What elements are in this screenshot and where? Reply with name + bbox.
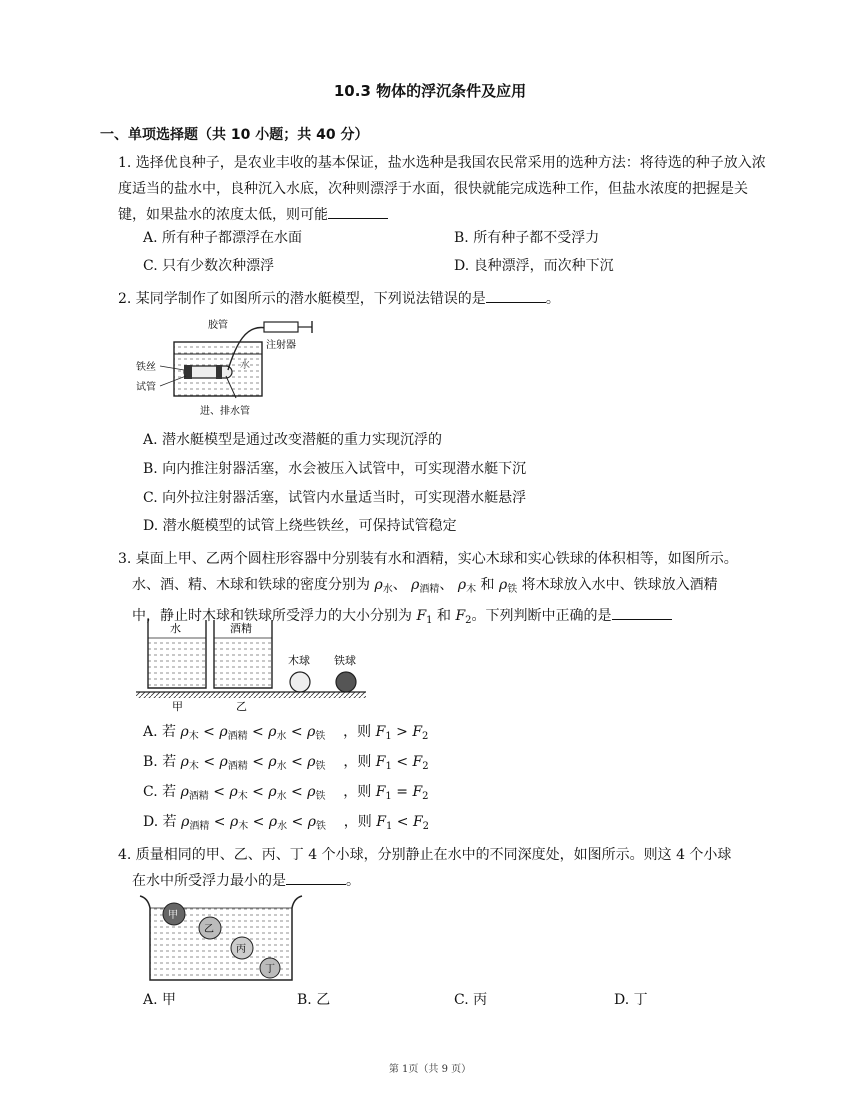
q3-line-2: 水、酒、精、木球和铁球的密度分别为 $\rho_水$、 $\rho_{酒精}$、 $\rho_木$ 和 $\rho_铁$ 将木球放入水中、铁球放入酒精 [132,577,718,595]
label-wood-ball: 木球 [288,654,310,667]
q1-option-c: C. 只有少数次种漂浮 [143,258,275,274]
q4-option-a: A. 甲 [143,992,177,1008]
label-jia: 甲 [168,910,178,921]
q2-option-a: A. 潜水艇模型是通过改变潜艇的重力实现沉浮的 [143,432,443,448]
question-2-text: 2. 某同学制作了如图所示的潜水艇模型，下列说法错误的是 [118,291,486,307]
containers-figure [136,616,366,712]
label-alcohol: 酒精 [230,622,252,635]
balls-in-water-figure [136,894,306,986]
q2-option-b: B. 向内推注射器活塞，水会被压入试管中，可实现潜水艇下沉 [143,461,527,477]
q3-option-a: A. 若 $\rho_木 < \rho_{酒精} < \rho_水 < \rho_铁$ ，则 $F_1 > F_2$ [143,724,429,742]
q3-option-d: D. 若 $\rho_{酒精} < \rho_木 < \rho_水 < \rho_铁$ ，则 $F_1 < F_2$ [143,814,430,832]
section-heading: 一、单项选择题（共 10 小题；共 40 分） [100,127,369,143]
answer-blank [486,290,546,303]
label-yi: 乙 [236,700,247,712]
q1-option-d: D. 良种漂浮，而次种下沉 [454,258,614,274]
page-title: 10.3 物体的浮沉条件及应用 [333,82,527,100]
page-footer: 第 1页（共 9 页） [388,1064,472,1075]
q4-option-c: C. 丙 [454,992,488,1008]
label-bing: 丙 [236,944,246,955]
label-hose: 胶管 [208,320,228,331]
submarine-model-figure [136,314,316,422]
answer-blank [286,872,346,885]
q2-option-c: C. 向外拉注射器活塞，试管内水量适当时，可实现潜水艇悬浮 [143,490,527,506]
q3-line-1: 3. 桌面上甲、乙两个圆柱形容器中分别装有水和酒精，实心木球和实心铁球的体积相等，如图所示。 [118,551,738,567]
q3-line-3: 中，静止时木球和铁球所受浮力的大小分别为 $F_1$ 和 $F_2$。下列判断中正确的是 [118,603,818,634]
question-1-text: 1. 选择优良种子，是农业丰收的基本保证，盐水选种是我国农民常采用的选种方法：将待选的种子放入浓度适当的盐水中，良种沉入水底，次种则漂浮于水面，很快就能完成选种工作，但盐水浓度的把握是关键，如果盐水的浓度太低，则可能 [118,155,766,223]
q4-line-2: 在水中所受浮力最小的是 。 [132,873,360,889]
q1-option-b: B. 所有种子都不受浮力 [454,230,600,246]
syringe [264,322,298,332]
wood-ball [290,672,310,692]
q2-option-d: D. 潜水艇模型的试管上绕些铁丝，可保持试管稳定 [143,518,457,534]
q4-line-1: 4. 质量相同的甲、乙、丙、丁 4 个小球，分别静止在水中的不同深度处，如图所示。则这 4 个小球 [118,847,732,863]
q4-option-b: B. 乙 [297,992,331,1008]
question-4 [118,842,818,894]
label-water: 水 [240,360,250,371]
question-1 [118,150,766,228]
q1-option-a: A. 所有种子都漂浮在水面 [143,230,303,246]
period: 。 [545,291,560,307]
question-2 [118,286,766,312]
label-syringe: 注射器 [266,340,296,351]
label-tube: 试管 [136,382,156,393]
iron-ball [336,672,356,692]
q3-option-b: B. 若 $\rho_木 < \rho_{酒精} < \rho_水 < \rho_铁$ ，则 $F_1 < F_2$ [143,754,429,772]
q3-option-c: C. 若 $\rho_{酒精} < \rho_木 < \rho_水 < \rho_铁$ ，则 $F_1 = F_2$ [143,784,429,802]
label-water: 水 [170,622,181,635]
label-iron-ball: 铁球 [334,654,356,667]
label-yi: 乙 [204,924,214,935]
label-wire: 铁丝 [136,362,156,373]
q4-option-d: D. 丁 [614,992,648,1008]
answer-blank [328,206,388,219]
iron-wire [184,365,192,379]
answer-blank [612,607,672,620]
label-ding: 丁 [265,964,275,975]
label-pipe: 进、排水管 [200,406,250,417]
label-jia: 甲 [172,700,183,712]
